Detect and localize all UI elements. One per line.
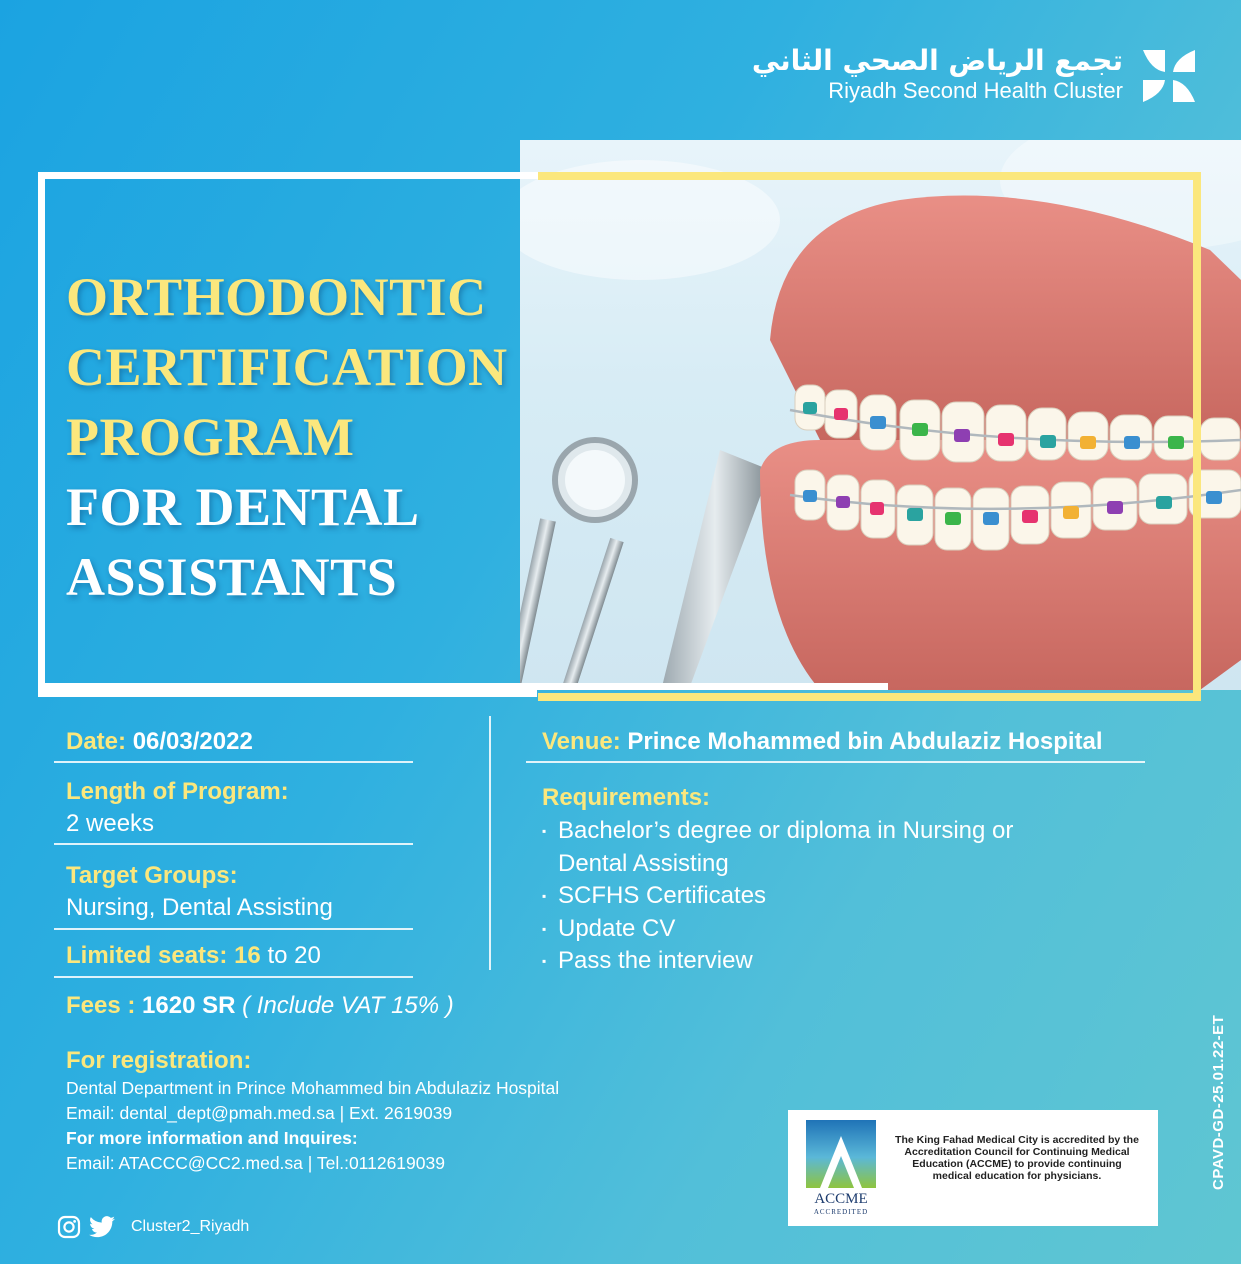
requirement-item-continued: Dental Assisting	[558, 849, 729, 877]
seats-label: Limited seats:	[66, 942, 228, 969]
date-value: 06/03/2022	[132, 728, 253, 755]
seats-to: to	[267, 942, 288, 969]
accme-logo-icon	[800, 1118, 882, 1218]
divider	[54, 761, 413, 763]
venue-value: Prince Mohammed bin Abdulaziz Hospital	[627, 728, 1103, 755]
requirements-label: Requirements:	[542, 784, 711, 811]
date-row	[66, 728, 253, 756]
date-label: Date:	[66, 728, 127, 755]
registration-heading: For registration:	[66, 1047, 252, 1074]
length-label: Length of Program:	[66, 778, 289, 805]
contact-line[interactable]: Email: ATACCC@CC2.med.sa | Tel.:0112619039	[66, 1153, 445, 1173]
venue-row	[542, 728, 1103, 756]
accme-logo-text: ACCME	[814, 1191, 868, 1207]
target-label: Target Groups:	[66, 862, 238, 889]
fees-value: 1620 SR	[142, 992, 236, 1019]
social-links	[57, 1215, 249, 1239]
seats-max: 20	[294, 942, 321, 969]
more-info-heading: For more information and Inquires:	[66, 1128, 358, 1148]
fees-label: Fees :	[66, 992, 136, 1019]
white-frame-bottom	[38, 683, 888, 690]
twitter-icon[interactable]	[89, 1216, 115, 1238]
cluster-logo-icon	[1139, 46, 1199, 106]
organization-name-english: Riyadh Second Health Cluster	[828, 78, 1123, 103]
target-value: Nursing, Dental Assisting	[66, 894, 333, 921]
requirement-item: ▪ Bachelor’s degree or diploma in Nursing or	[542, 815, 1013, 848]
column-divider	[489, 716, 491, 970]
organization-name-arabic: تجمع الرياض الصحي الثاني	[751, 44, 1123, 77]
title-line-1: ORTHODONTIC	[66, 267, 487, 327]
divider	[526, 761, 1145, 763]
registration-email[interactable]: Email: dental_dept@pmah.med.sa | Ext. 2619039	[66, 1103, 453, 1123]
accme-accreditation-box	[788, 1110, 1158, 1226]
requirement-item: ▪ Update CV	[542, 913, 1013, 946]
length-value: 2 weeks	[66, 810, 155, 837]
seats-min: 16	[234, 942, 261, 969]
white-frame-top	[38, 172, 538, 179]
title-line-3: PROGRAM	[66, 407, 355, 467]
accme-logo-subtext: ACCREDITED	[813, 1208, 869, 1216]
divider	[54, 976, 413, 978]
accme-statement: The King Fahad Medical City is accredited by the Accreditation Council for Continuing Medical Education (ACCME) to provide continuing medical education for physicians.	[895, 1134, 1139, 1182]
title-line-5: ASSISTANTS	[66, 547, 398, 607]
organization-name	[752, 44, 1123, 104]
seats-row	[66, 942, 321, 970]
divider	[54, 843, 413, 845]
instagram-icon[interactable]	[57, 1215, 81, 1239]
registration-department: Dental Department in Prince Mohammed bin Abdulaziz Hospital	[66, 1078, 560, 1098]
requirement-item: ▪ Pass the interview	[542, 945, 1013, 978]
divider	[54, 928, 413, 930]
title-line-2: CERTIFICATION	[66, 337, 508, 397]
length-row	[66, 776, 289, 840]
requirement-item: ▪ SCFHS Certificates	[542, 880, 1013, 913]
fees-row	[66, 992, 454, 1020]
title-line-4: FOR DENTAL	[66, 477, 420, 537]
document-code: CPAVD-GD-25.01.22-ET	[1210, 1014, 1227, 1190]
yellow-frame	[538, 172, 1201, 701]
registration-section	[66, 1046, 559, 1176]
program-title	[66, 262, 508, 612]
fees-note: ( Include VAT 15% )	[242, 992, 454, 1019]
venue-label: Venue:	[542, 728, 621, 755]
social-handle[interactable]: Cluster2_Riyadh	[131, 1218, 250, 1235]
target-row	[66, 860, 333, 924]
requirements-list	[542, 815, 1013, 978]
